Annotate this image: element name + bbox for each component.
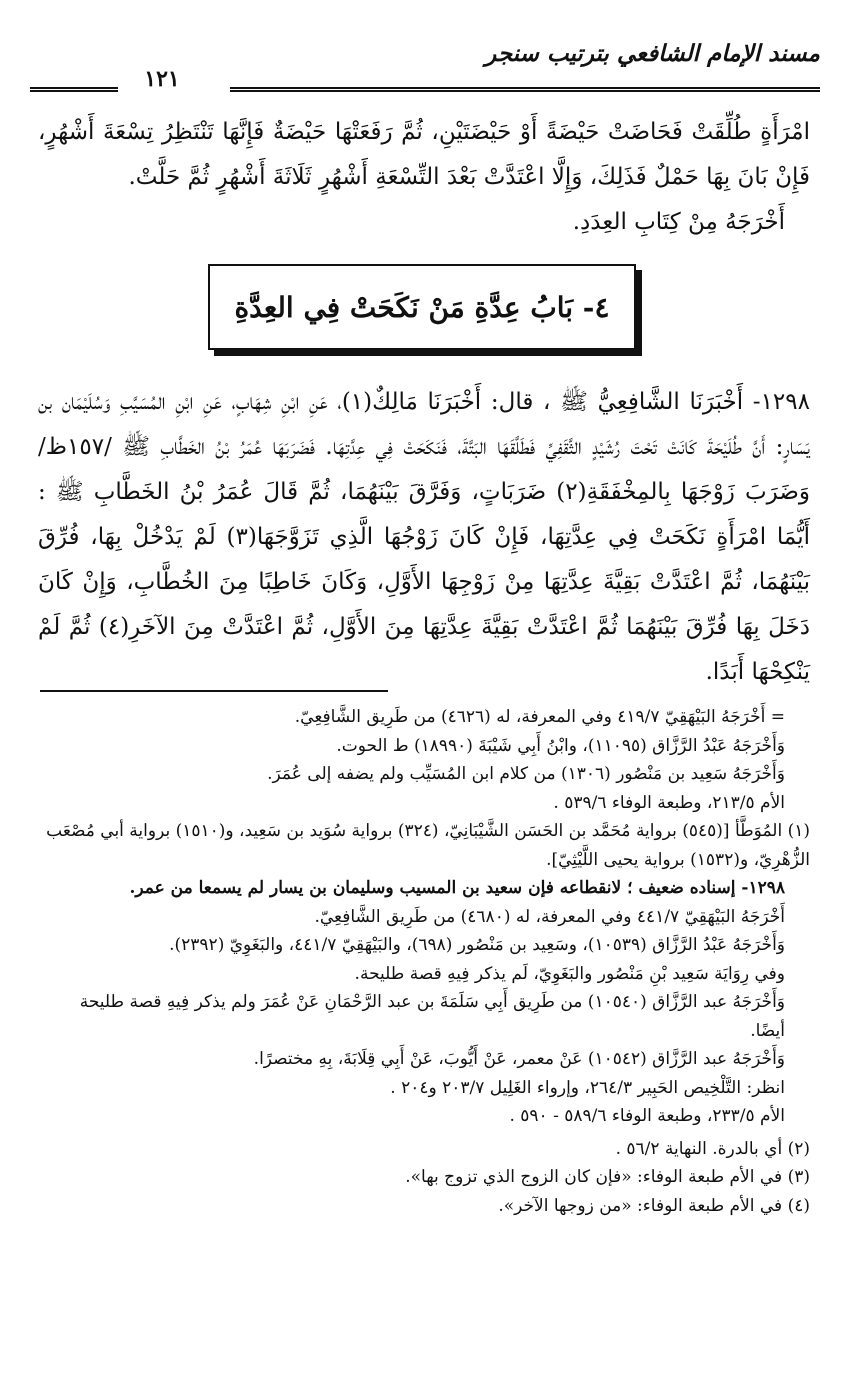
footnote-separator bbox=[40, 690, 388, 692]
header-rule bbox=[230, 87, 820, 96]
hadith-text: ١٢٩٨- أَخْبَرَنَا الشَّافِعِيُّ ﷺ ، قال: أَخْبَرَنَا مَالِكٌ(١)، عَنِ ابْنِ شِهَابٍ، عَنِ ابْنِ المُسَيَّبِ وَسُلَيْمَان بن يَسَارٍ: أَنَّ طُلَيْحَةَ كَانَتْ تَحْتَ رُشَيْدٍ الثَّقَفِيِّ فَطَلَّقَهَا البَتَّةَ، فَنَكَحَتْ فِي عِدَّتِهَا. فَضَرَبَهَا عُمَرُ بْنُ الخَطَّابِ ﷺ /١٥٧ظ/ وَضَرَبَ زَوْجَهَا بِالمِخْفَقَةِ(٢) ضَرَبَاتٍ، وَفَرَّقَ بَيْنَهُمَا، ثُمَّ قَالَ عُمَرُ بْنُ الخَطَّابِ ﷺ : أَيُّمَا امْرَأَةٍ نَكَحَتْ فِي عِدَّتِهَا، فَإِنْ كَانَ زَوْجُهَا الَّذِي تَزَوَّجَهَا(٣) لَمْ يَدْخُلْ بِهَا، فُرِّقَ بَيْنَهُمَا، ثُمَّ اعْتَدَّتْ بَقِيَّةَ عِدَّتِهَا مِنْ زَوْجِهَا الأَوَّلِ، وَكَانَ خَاطِبًا مِنَ الخُطَّابِ، وَإِنْ كَانَ دَخَلَ بِهَا فُرِّقَ بَيْنَهُمَا ثُمَّ اعْتَدَّتْ بَقِيَّةَ عِدَّتِهَا مِنَ الأَوَّلِ، ثُمَّ اعْتَدَّتْ مِنَ الآخَرِ(٤) ثُمَّ لَمْ يَنْكِحْهَا أَبَدًا. bbox=[38, 389, 811, 685]
header-rule-short bbox=[30, 87, 118, 96]
footnote-line: انظر: التَّلْخِيص الحَبِير ٢٦٤/٣، وإرواء الغَلِيل ٢٠٣/٧ و٢٠٤ . bbox=[390, 1077, 785, 1098]
footnote-3: (٣) في الأم طبعة الوفاء: «فإن كان الزوج الذي تزوج بها». bbox=[405, 1167, 810, 1187]
footnote-line: الأم ٢١٣/٥، وطبعة الوفاء ٥٣٩/٦ . bbox=[553, 792, 785, 813]
section-heading-box bbox=[208, 264, 636, 350]
source-note: أَخْرَجَهُ مِنْ كِتَابِ العِدَدِ. bbox=[572, 209, 785, 235]
book-title: مسند الإمام الشافعي بترتيب سنجر bbox=[485, 40, 820, 67]
footnote-line: وَأَخْرَجَهُ سَعِيد بن مَنْصُور (١٣٠٦) من كلام ابن المُسَيِّب ولم يضفه إلى عُمَرَ. bbox=[267, 764, 785, 784]
page-number: ١٢١ bbox=[144, 66, 180, 92]
footnote-1: (١) المُوَطَّأ [(٥٤٥) برواية مُحَمَّد بن الحَسَن الشَّيْبَانِيّ، (٣٢٤) برواية سُوَيد بن سَعِيد، و(١٥١٠) برواية أبي مُصْعَب الزُّهْرِيّ، و(١٥٣٢) برواية يحيى اللَّيْثِيّ]. bbox=[46, 821, 810, 870]
footnote-line: = أَخْرَجَهُ البَيْهَقِيّ ٤١٩/٧ وفي المعرفة، له (٤٦٢٦) من طَرِيق الشَّافِعِيّ. bbox=[294, 707, 785, 727]
footnote-line: وَأَخْرَجَهُ عَبْدُ الرَّزَّاق (١٠٥٣٩)، وسَعِيد بن مَنْصُور (٦٩٨)، والبَيْهَقِيّ ٤٤١/٧، والبَغَوِيّ (٢٣٩٢). bbox=[169, 935, 785, 955]
footnote-line: وَأَخْرَجَهُ عبد الرَّزَّاق (١٠٥٤٠) من طَرِيق أَبِي سَلَمَةَ بن عبد الرَّحْمَانِ عَنْ عُمَرَ ولم يذكر فِيهِ قصة طليحة أيضًا. bbox=[79, 992, 785, 1041]
hadith-paragraph bbox=[38, 380, 810, 695]
running-header bbox=[30, 40, 820, 100]
footnote-line: وفي رِوَايَة سَعِيد بْنِ مَنْصُور والبَغَوِيّ، لَم يذكر فِيهِ قصة طليحة. bbox=[354, 963, 785, 984]
footnote-line: وَأَخْرَجَهُ عَبْدُ الرَّزَّاق (١١٠٩٥)، وابْنُ أَبِي شَيْبَةَ (١٨٩٩٠) ط الحوت. bbox=[336, 735, 785, 756]
section-heading: ٤- بَابُ عِدَّةِ مَنْ نَكَحَتْ فِي العِدَّةِ bbox=[234, 290, 610, 324]
continuation-paragraph bbox=[38, 110, 810, 245]
hadith-grading-note: ١٢٩٨- إسناده ضعيف ؛ لانقطاعه فإن سعيد بن المسيب وسليمان بن يسار لم يسمعا من عمر. bbox=[129, 878, 785, 898]
footnote-line: أَخْرَجَهُ البَيْهَقِيّ ٤٤١/٧ وفي المعرفة، له (٤٦٨٠) من طَرِيق الشَّافِعِيّ. bbox=[314, 906, 785, 927]
paragraph-text: امْرَأَةٍ طُلِّقَتْ فَحَاضَتْ حَيْضَةً أَوْ حَيْضَتَيْنِ، ثُمَّ رَفَعَتْهَا حَيْضَةٌ فَإِنَّهَا تَنْتَظِرُ تِسْعَةَ أَشْهُرٍ، فَإِنْ بَانَ بِهَا حَمْلٌ فَذَلِكَ، وَإِلَّا اعْتَدَّتْ بَعْدَ التِّسْعَةِ أَشْهُرٍ ثَلَاثَةَ أَشْهُرٍ ثُمَّ حَلَّتْ. bbox=[38, 119, 810, 190]
footnotes bbox=[40, 703, 810, 1220]
footnote-4: (٤) في الأم طبعة الوفاء: «من زوجها الآخر». bbox=[498, 1195, 810, 1216]
footnote-2: (٢) أي بالدرة. النهاية ٥٦/٢ . bbox=[615, 1138, 810, 1159]
footnote-line: الأم ٢٣٣/٥، وطبعة الوفاء ٥٨٩/٦ - ٥٩٠ . bbox=[509, 1106, 785, 1126]
footnote-line: وَأَخْرَجَهُ عبد الرَّزَّاق (١٠٥٤٢) عَنْ معمر، عَنْ أَيُّوبَ، عَنْ أَبِي قِلَابَةَ، بِهِ مختصرًا. bbox=[253, 1049, 785, 1069]
